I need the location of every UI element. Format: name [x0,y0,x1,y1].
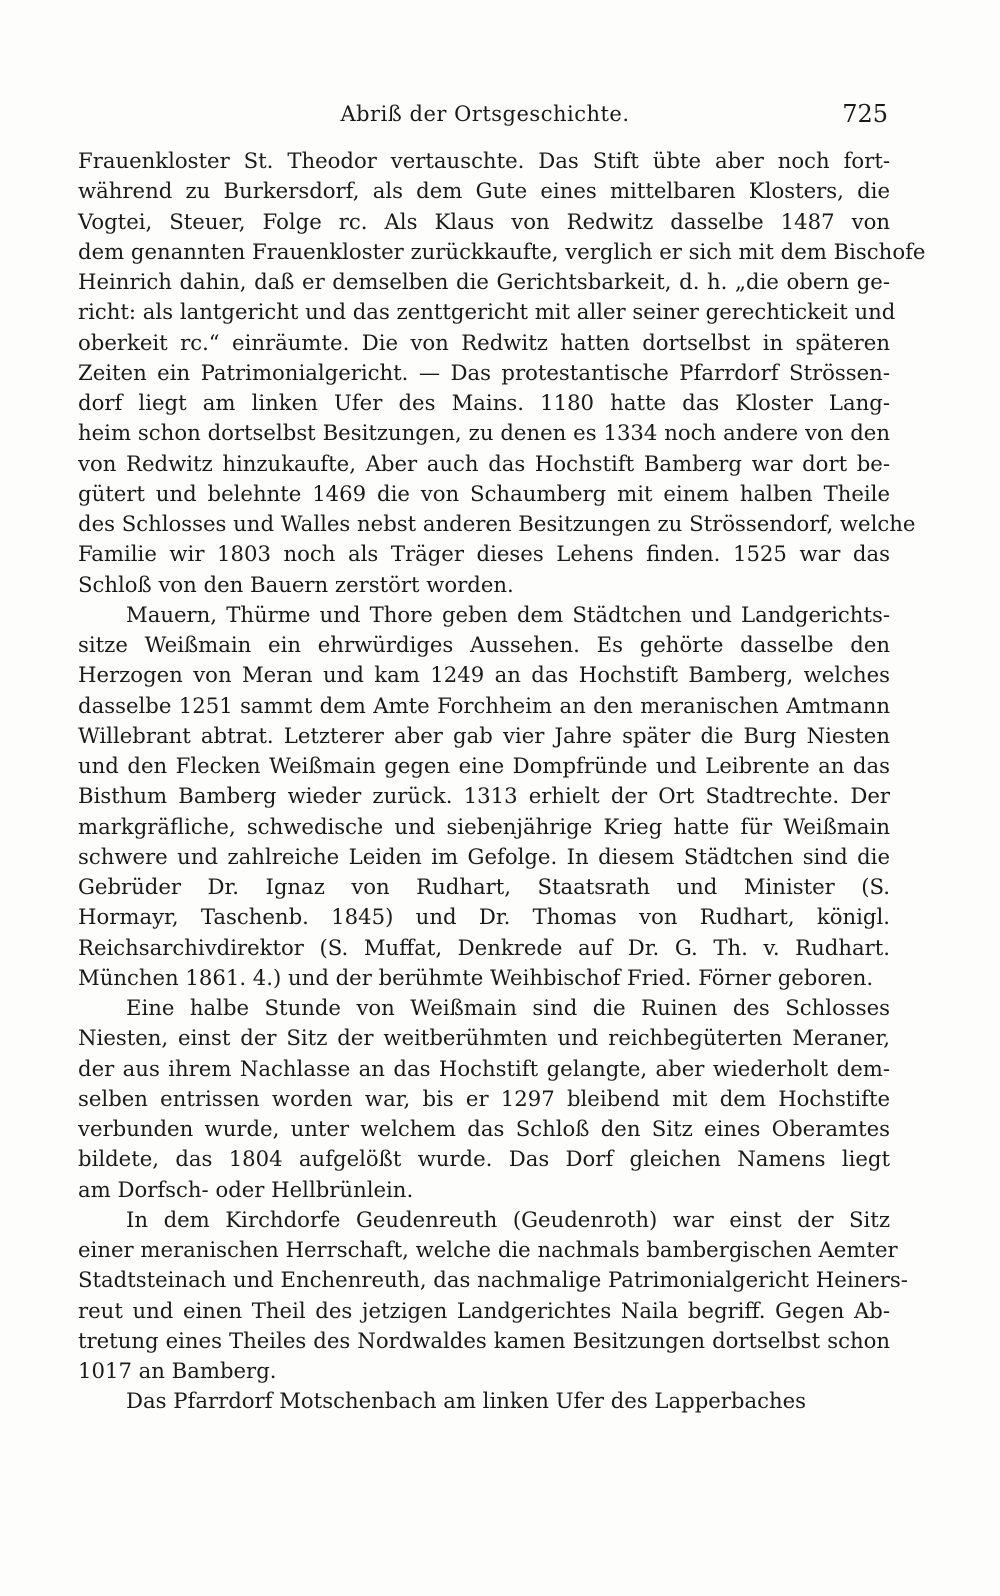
text-line: Stadtsteinach und Enchenreuth, das nachmalige Patrimonialgericht Heiners- [78,1267,908,1293]
text-line: von Redwitz hinzukaufte, Aber auch das Hochstift Bamberg war dort be- [78,450,890,476]
text-line: Hormayr, Taschenb. 1845) und Dr. Thomas von Rudhart, königl. [78,904,890,930]
text-line: Niesten, einst der Sitz der weitberühmten und reichbegüterten Meraner, [78,1025,890,1051]
text-line: des Schlosses und Walles nebst anderen Besitzungen zu Strössendorf, welche [78,511,916,536]
paragraph-first-line: In dem Kirchdorfe Geudenreuth (Geudenroth) war einst der Sitz [126,1206,890,1232]
text-line: richt: als lantgericht und das zenttgericht mit aller seiner gerechtickeit und [78,299,896,325]
text-line: bildete, das 1804 aufgelößt wurde. Das Dorf gleichen Namens liegt [78,1146,890,1172]
text-line: der aus ihrem Nachlasse an das Hochstift gelangte, aber wiederholt dem- [78,1055,890,1081]
text-line: dorf liegt am linken Ufer des Mains. 1180 hatte das Kloster Lang- [78,390,890,415]
text-line: und den Flecken Weißmain gegen eine Dompfründe und Leibrente an das [78,753,890,778]
text-line: markgräfliche, schwedische und siebenjährige Krieg hatte für Weißmain [78,813,890,839]
running-title: Abriß der Ortsgeschichte. [340,102,630,126]
text-line: dasselbe 1251 sammt dem Amte Forchheim an den meranischen Amtmann [78,692,890,718]
text-line: sitze Weißmain ein ehrwürdiges Aussehen. Es gehörte dasselbe den [78,632,890,657]
text-line: Reichsarchivdirektor (S. Muffat, Denkrede auf Dr. G. Th. v. Rudhart. [78,934,890,960]
text-line: reut und einen Theil des jetzigen Landgerichtes Naila begriff. Gegen Ab- [78,1297,890,1323]
text-line: oberkeit rc.“ einräumte. Die von Redwitz hatten dortselbst in späteren [78,329,890,355]
text-line: selben entrissen worden war, bis er 1297 bleibend mit dem Hochstifte [78,1085,890,1111]
text-line: verbunden wurde, unter welchem das Schloß den Sitz eines Oberamtes [78,1116,890,1141]
text-line: München 1861. 4.) und der berühmte Weihbischof Fried. Förner geboren. [78,964,874,990]
text-line: Frauenkloster St. Theodor vertauschte. Das Stift übte aber noch fort- [78,148,890,173]
text-line: Familie wir 1803 noch als Träger dieses Lehens finden. 1525 war das [78,541,890,567]
text-line: dem genannten Frauenkloster zurückkaufte, verglich er sich mit dem Bischofe [78,238,926,264]
text-line: Herzogen von Meran und kam 1249 an das Hochstift Bamberg, welches [78,662,890,688]
text-line: einer meranischen Herrschaft, welche die nachmals bambergischen Aemter [78,1237,898,1262]
text-line: Schloß von den Bauern zerstört worden. [78,571,514,597]
page-number: 725 [842,100,888,128]
body-text [78,146,926,1417]
text-line: Bisthum Bamberg wieder zurück. 1313 erhielt der Ort Stadtrechte. Der [78,783,890,809]
text-line: am Dorfsch- oder Hellbrünlein. [78,1176,414,1202]
text-line: Zeiten ein Patrimonialgericht. — Das protestantische Pfarrdorf Strössen- [78,359,890,385]
paragraph-first-line: Mauern, Thürme und Thore geben dem Städtchen und Landgerichts- [126,601,890,627]
text-line: tretung eines Theiles des Nordwaldes kamen Besitzungen dortselbst schon [78,1327,890,1353]
paragraph-first-line: Das Pfarrdorf Motschenbach am linken Ufer des Lapperbaches [126,1388,807,1414]
text-line: heim schon dortselbst Besitzungen, zu denen es 1334 noch andere von den [78,420,890,446]
text-line: Gebrüder Dr. Ignaz von Rudhart, Staatsrath und Minister (S. [78,874,890,899]
text-line: Willebrant abtrat. Letzterer aber gab vier Jahre später die Burg Niesten [78,722,890,748]
text-line: 1017 an Bamberg. [78,1358,277,1383]
text-line: Vogtei, Steuer, Folge rc. Als Klaus von Redwitz dasselbe 1487 von [78,208,890,234]
text-line: schwere und zahlreiche Leiden im Gefolge. In diesem Städtchen sind die [78,843,890,869]
text-line: während zu Burkersdorf, als dem Gute eines mittelbaren Klosters, die [78,178,890,204]
text-line: gütert und belehnte 1469 die von Schaumberg mit einem halben Theile [78,480,890,506]
running-header [80,98,890,138]
paragraph-first-line: Eine halbe Stunde von Weißmain sind die Ruinen des Schlosses [126,995,890,1020]
text-line: Heinrich dahin, daß er demselben die Gerichtsbarkeit, d. h. „die obern ge- [78,269,890,294]
